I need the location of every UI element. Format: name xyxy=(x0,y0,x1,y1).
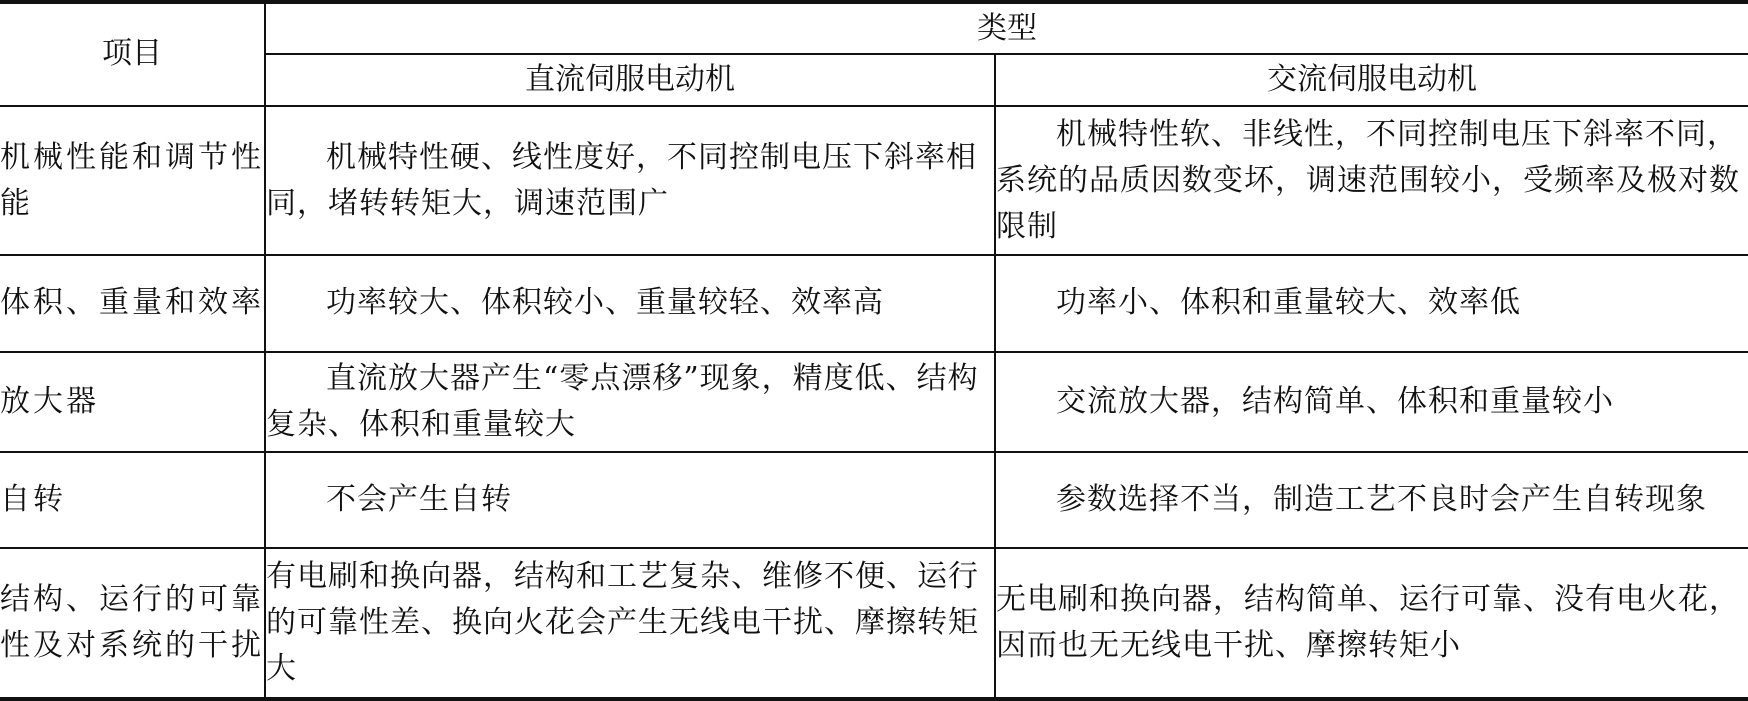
row-dc-cell: 直流放大器产生“零点漂移”现象，精度低、结构复杂、体积和重量较大 xyxy=(265,352,995,452)
row-dc-cell: 有电刷和换向器，结构和工艺复杂、维修不便、运行的可靠性差、换向火花会产生无线电干扰、摩擦转矩大 xyxy=(265,548,995,699)
row-ac-cell: 无电刷和换向器，结构简单、运行可靠、没有电火花，因而也无无线电干扰、摩擦转矩小 xyxy=(995,548,1748,699)
row-item-label: 体积、重量和效率 xyxy=(0,255,265,351)
row-ac-cell: 机械特性软、非线性，不同控制电压下斜率不同，系统的品质因数变坏，调速范围较小，受频率及极对数限制 xyxy=(995,106,1748,256)
header-ac-motor: 交流伺服电动机 xyxy=(995,54,1748,105)
row-item-label: 结构、运行的可靠性及对系统的干扰 xyxy=(0,548,265,699)
table-row xyxy=(0,106,1748,256)
row-dc-cell: 机械特性硬、线性度好，不同控制电压下斜率相同，堵转转矩大，调速范围广 xyxy=(265,106,995,256)
row-item-label: 放大器 xyxy=(0,352,265,452)
row-item-label: 自转 xyxy=(0,452,265,548)
row-ac-cell: 交流放大器，结构简单、体积和重量较小 xyxy=(995,352,1748,452)
header-item: 项目 xyxy=(0,2,265,106)
table-row xyxy=(0,255,1748,351)
header-row-1 xyxy=(0,2,1748,54)
row-dc-cell: 功率较大、体积较小、重量较轻、效率高 xyxy=(265,255,995,351)
header-type: 类型 xyxy=(265,2,1748,54)
table-row xyxy=(0,352,1748,452)
table-row xyxy=(0,548,1748,699)
row-item-label: 机械性能和调节性能 xyxy=(0,106,265,256)
row-ac-cell: 参数选择不当，制造工艺不良时会产生自转现象 xyxy=(995,452,1748,548)
row-dc-cell: 不会产生自转 xyxy=(265,452,995,548)
header-dc-motor: 直流伺服电动机 xyxy=(265,54,995,105)
table-row xyxy=(0,452,1748,548)
row-ac-cell: 功率小、体积和重量较大、效率低 xyxy=(995,255,1748,351)
